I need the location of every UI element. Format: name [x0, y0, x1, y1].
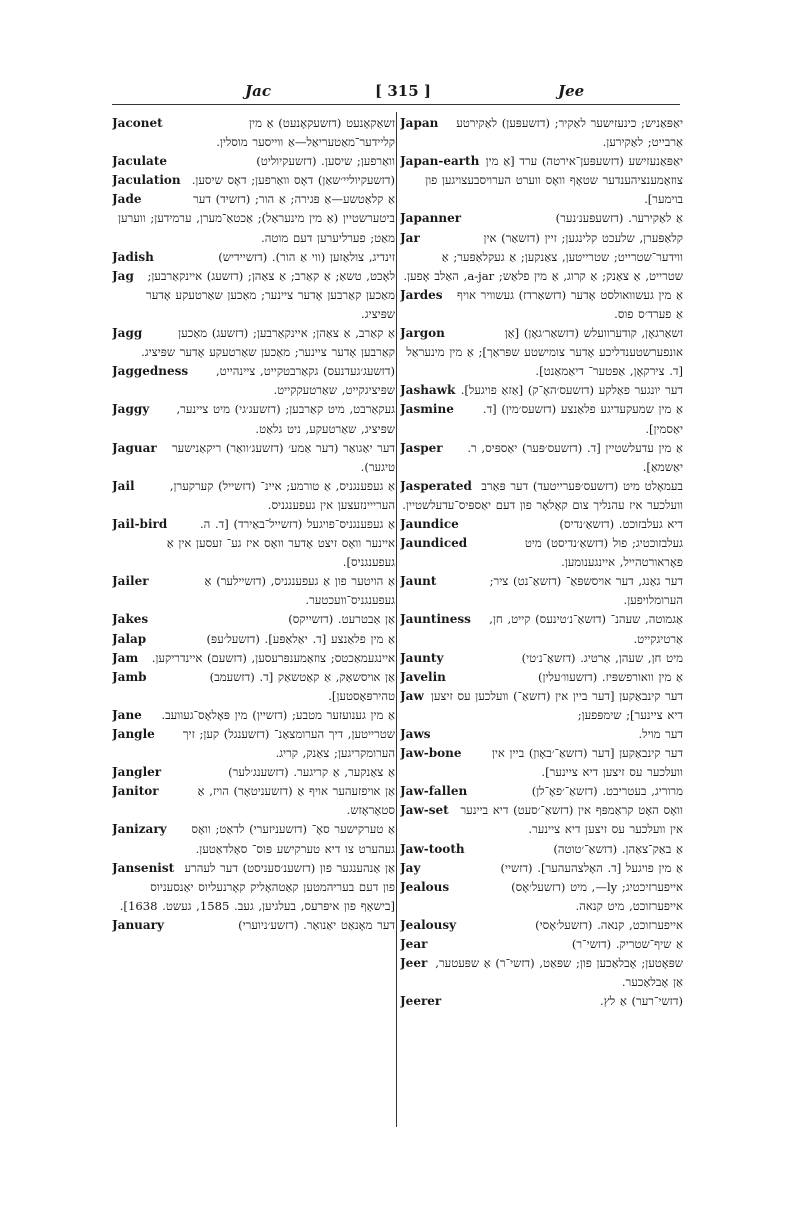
entry-definition: אַ טערקישער סאָ־ (דזשעניזערי) לדאַט; וואָס געהערט צו דיא טערקישע פּוס־ סאָלדאַטען.: [191, 822, 395, 856]
entry-definition: בעמאָלט מיט (דזשעס׳פּערייטעד) דער פּאַרב וועלכער איז עהנליך צום קאָלאָר פון דעם יאַספּיס־עדעלשטיין.: [402, 478, 683, 512]
dictionary-entry: [112, 171, 395, 190]
entry-headword: Jangle: [112, 727, 155, 741]
dictionary-entry: [400, 610, 683, 648]
dictionary-entry: [400, 324, 683, 381]
dictionary-entry: [400, 381, 683, 400]
entry-headword: Jaculate: [112, 154, 167, 169]
entry-definition: אַ מין שמעקעדיגע פלאַנצע (דזשעס׳מין) [ד. יאַסמין].: [482, 402, 683, 436]
entry-definition: אַ צאַנקער, אַ קריגער. (דזשענג׳לער): [228, 765, 395, 780]
dictionary-entry: [112, 439, 395, 477]
dictionary-entry: [400, 152, 683, 209]
entry-headword: Jane: [112, 707, 142, 722]
entry-headword: Japan-earth: [400, 154, 480, 169]
entry-headword: Janizary: [112, 822, 167, 837]
dictionary-entry: [112, 763, 395, 782]
entry-headword: Jam: [112, 650, 139, 665]
entry-headword: Jaw-set: [400, 803, 449, 818]
entry-headword: Jaundiced: [400, 536, 468, 551]
entry-headword: Jalap: [112, 631, 147, 646]
entry-definition: אַן אויסשאַק, אַ קאַטשאַק [ד. (דזשעמב) טהירפּאָסטען].: [209, 669, 395, 703]
page-header: [110, 82, 670, 104]
dictionary-entry: [400, 725, 683, 744]
header-rule: [112, 104, 680, 105]
dictionary-entry: [400, 477, 683, 515]
entry-headword: Jail-bird: [112, 516, 168, 531]
entry-definition: דער מויל.: [638, 727, 683, 741]
entry-definition: וואַרפען; שיסען. (דזשעקיוליט): [256, 154, 395, 169]
dictionary-entry: [400, 286, 683, 324]
dictionary-entry: [112, 362, 395, 400]
entry-headword: Jadish: [112, 249, 154, 264]
dictionary-entry: [400, 209, 683, 228]
dictionary-entry: [112, 152, 395, 171]
entry-definition: יאַפּאַניש; כינעזישער לאַקיר; (דזשעפּען) לאַקירטע אַרבייט; לאַקירען.: [456, 116, 683, 150]
entry-definition: שטרייטען, דיך הערומצאַנ־ (דזשענגל) קען; זיך הערומקריגען; צאַנק, קריג.: [182, 727, 395, 761]
entry-definition: (דזשעקיוליי׳שאַן) דאָס וואַרפען; דאָס שיסען.: [191, 173, 395, 188]
entry-definition: געלבזוכטיג; פול (דזשאַ׳נדיסט) מיט פאָראורטהייל, איינגענומען.: [524, 536, 683, 570]
entry-headword: Jail: [112, 478, 135, 493]
page-number: [ 315 ]: [375, 82, 431, 100]
dictionary-entry: [400, 649, 683, 668]
entry-headword: Jag: [112, 268, 134, 283]
entry-definition: אַ מין פויגעל [ד. האָלצהעהער]. (דזשיי): [500, 860, 683, 875]
entry-definition: אַ קאַרב, אַ צאַהן; איינקאַרבען; (דזשעג) מאַכען קאַרבען אָדער ציינער; מאַכען שאַרטעקע אָדער שפּיציג.: [141, 326, 395, 360]
entry-headword: Jaggy: [112, 402, 150, 417]
entry-headword: Jaw-tooth: [400, 841, 465, 856]
entry-headword: Jade: [112, 192, 142, 207]
entry-definition: דער קינבאַקען [דער (דזשאַ־׳באָון) ביין אין וועלכער עס זיצען דיא ציינער].: [491, 746, 683, 780]
entry-headword: Jaguar: [112, 440, 157, 455]
entry-headword: Jaculation: [112, 173, 181, 188]
entry-headword: Jaw: [400, 688, 424, 703]
entry-definition: אַ באַק־צאַהן. (דזשאַ־׳טוטה): [553, 841, 683, 856]
entry-definition: (דזשי־רער) אַ לץ.: [600, 994, 683, 1009]
dictionary-entry: [112, 477, 395, 515]
entry-headword: Japanner: [400, 211, 462, 226]
dictionary-entry: [400, 840, 683, 859]
entry-definition: מרוריג, בעטריבט. (דזשאַ־׳פאָ־לן): [531, 784, 683, 799]
entry-headword: Jauntiness: [400, 612, 471, 627]
dictionary-entry: [400, 229, 683, 286]
dictionary-entry: [112, 114, 395, 152]
entry-headword: Jealousy: [400, 917, 457, 932]
entry-headword: Jay: [400, 860, 421, 875]
dictionary-entry: [400, 439, 683, 477]
entry-headword: Jagg: [112, 326, 143, 341]
entry-definition: איינגעמאַכטס; צוזאַמענפּרעסען, (דזשעם) איינדריקען.: [151, 650, 395, 665]
dictionary-entry: [112, 916, 395, 935]
entry-headword: January: [112, 917, 164, 932]
entry-definition: דער יונגער פאַלקע (דזשעס׳האָ־ק) [אַזאַ פויגעל].: [460, 383, 683, 398]
entry-definition: זשאַרגאָן, קודערוועלש (דזשאַר׳גאָן) [אַן אונפערשטענדליכע אָדער צומישטע שפּראַך]; אַ מין מינעראַל [ד. צירקאָן, אַפּטער־ דיאַמאַנט].: [406, 326, 683, 379]
entry-headword: Jardes: [400, 287, 443, 302]
left-column: [112, 114, 395, 1134]
dictionary-entry: [400, 916, 683, 935]
dictionary-entry: [112, 190, 395, 247]
entry-definition: אַ מין וואורפשפּיז. (דזשעוו׳עלין): [538, 669, 683, 684]
entry-definition: אייפערזוכט, קנאה. (דזשעל׳אָסי): [535, 917, 683, 932]
dictionary-entry: [400, 400, 683, 438]
entry-definition: אייפערזיכטיג; ly—, מיט (דזשעל׳אָס) אייפערזוכט, מיט קנאה.: [511, 879, 683, 913]
entry-headword: Jakes: [112, 612, 149, 627]
dictionary-entry: [112, 267, 395, 324]
entry-definition: אַגמוטה, שעהנ־ (דזשאַ־נ׳טינעס) קייט, חן, אַרטיגקייט.: [489, 612, 683, 646]
entry-headword: Jaggedness: [112, 364, 189, 379]
entry-headword: Jargon: [400, 326, 445, 341]
entry-definition: דער קינבאַקען [דער ביין אין (דזשאַ־) וועלכען עס זיצען דיא ציינער]; שימפּפען;: [430, 688, 683, 722]
dictionary-entry: [400, 668, 683, 687]
dictionary-entry: [400, 878, 683, 916]
entry-definition: וואָס האָט קראַמפּף אין (דזשאַ־׳סעט) דיא ביינער אין וועלכער עס זיצען דיא ציינער.: [460, 803, 683, 837]
entry-headword: Jaunty: [400, 650, 444, 665]
entry-headword: Jangler: [112, 765, 162, 780]
right-column: [400, 114, 683, 1134]
entry-definition: אַ געפענגניס, אַ טורמע; איינ־ (דזשייל) קערקערן, הערייינזעצען אין געפענגניס.: [169, 478, 395, 512]
entry-headword: Jar: [400, 230, 420, 245]
entry-headword: Janitor: [112, 784, 159, 799]
entry-definition: אַ קלאַטשע—אַ פּגירה; אַ הור; (דזשיד) דער ביטערשטיין (אַ מין מינעראַל); אַכטאַ־מערן, ערמידען; ווערען מאַט; פערליערען דעם מוטה.: [117, 192, 395, 245]
entry-definition: אַן אויפזעהער אויף אַ (דזשעניטאָר) הויז, אַ סטאָראָזש.: [197, 784, 395, 818]
dictionary-entry: [112, 572, 395, 610]
entry-headword: Jeerer: [400, 994, 442, 1009]
entry-headword: Jaw-bone: [400, 746, 462, 761]
entry-definition: זינדיג, צולאַזען (ווי אַ הור). (דזשיידיש): [218, 249, 395, 264]
entry-headword: Jashawk: [400, 383, 456, 398]
entry-definition: אַן אַבטרעט. (דזשייקס): [288, 612, 395, 627]
entry-headword: Jasmine: [400, 402, 454, 417]
dictionary-entry: [112, 706, 395, 725]
entry-definition: (דזשעג׳געדנעס) גקאַרבטקייט, ציינהייט, שפּיציגקייט, שאַרטעקקייט.: [216, 364, 395, 398]
entry-definition: אַ מין געשוואולסט אָדער (דזשאַרדז) געשוויר אויף אַ פערד׳ס פוס.: [457, 287, 683, 321]
entry-headword: Jaws: [400, 727, 431, 741]
entry-headword: Javelin: [400, 669, 446, 684]
entry-headword: Jaundice: [400, 516, 459, 531]
entry-headword: Jasperated: [400, 478, 472, 493]
entry-definition: אַ שיף־שטריק. (דזשי־ר): [571, 937, 683, 952]
dictionary-entry: [400, 782, 683, 801]
dictionary-entry: [400, 572, 683, 610]
dictionary-entry: [400, 515, 683, 534]
dictionary-entry: [112, 820, 395, 858]
entry-headword: Jailer: [112, 574, 149, 589]
entry-definition: אַ געפענגניס־פויגעל (דזשייל־באַירד) [ד. ה. איינער וואָס זיצט אָדער וואָס איז גע־ זעסען אין אַ געפענגניס].: [166, 516, 395, 570]
entry-definition: שפּאָטען; אָבלאַכען פון; שפּאַט, (דזשי־ר) אַ שפּעטער, אַן אָבלאַכער.: [435, 956, 683, 990]
entry-definition: אַ מין גענועזער מטבע; (דזשיין) מין פּאָלאָס־געוועב.: [161, 707, 395, 722]
entry-definition: אַ מין עדעלשטיין [ד. (דזשעס׳פּער) יאַספּיס, ר. יאַשמאַ].: [467, 440, 683, 474]
entry-headword: Jasper: [400, 440, 443, 455]
dictionary-entry: [112, 649, 395, 668]
entry-definition: אַ הויטער פון אַ געפענגניס, (דזשיילער) אַ געפענגניס־וועכטער.: [204, 574, 395, 608]
entry-headword: Jaunt: [400, 574, 437, 589]
dictionary-entry: [112, 515, 395, 572]
entry-headword: Jear: [400, 937, 428, 952]
column-divider: [396, 112, 397, 1127]
entry-definition: געקאַרבט, מיט קאַרבען; (דזשעג׳גי) מיט ציינער, שפּיציג, שאַרטעקע, ניט גלאַט.: [176, 402, 395, 436]
entry-definition: קלאַפּערן, שלעכט קלינגען; זיין (דזשאַר) אין ווידער־שטרייט; שטרייטען, צאַנקען; אַ געקלאַפּער; אַ שטרייט, אַ צאַנק; אַ קרוג, אַ מין פלאַש; a-jar, האַלב אָפען.: [403, 230, 683, 283]
entry-definition: יאַפּאַנעזישע (דזשעפּען־אירטה) ערד [אַ מין צוזאַמענציהענדער שטאָף וואָס ווערט הערויסבעצויגען פון בוימער].: [425, 154, 683, 207]
entry-definition: דער מאָנאַט יאַנואַר. (דזשע׳ניוערי): [238, 917, 395, 932]
dictionary-entry: [112, 859, 395, 916]
header-right-guide-word: Jee: [558, 82, 585, 100]
entry-definition: דיא געלבזוכט. (דזשאַ׳נדיס): [559, 516, 683, 531]
dictionary-entry: [400, 744, 683, 782]
entry-definition: אַ מין פלאַנצע [ד. יאַלאַפּע]. (דזשעל׳עפּ): [206, 631, 395, 646]
dictionary-entry: [112, 725, 395, 763]
dictionary-entry: [400, 534, 683, 572]
entry-headword: Jeer: [400, 956, 428, 971]
entry-headword: Jealous: [400, 879, 450, 894]
dictionary-entry: [400, 992, 683, 1011]
entry-headword: Jaw-fallen: [400, 784, 468, 799]
dictionary-entry: [400, 801, 683, 839]
dictionary-entry: [400, 954, 683, 992]
entry-definition: אַן אַנהענגער פון (דזשענ׳סעניסט) דער לעהרע פון דעם בעריהמטען קאַטהאָליק קאָרנעליוס יאַנסעניוס [בישאָף פון איפּרעס, בעלגיען, געב. 1585, געשט. 1638].: [119, 860, 395, 913]
dictionary-entry: [112, 324, 395, 362]
entry-headword: Jaconet: [112, 116, 163, 130]
dictionary-entry: [112, 630, 395, 649]
dictionary-entry: [400, 859, 683, 878]
dictionary-entry: [112, 248, 395, 267]
entry-definition: דער יאַגואַר (דער אַמע׳ (דזשעג׳וואַר) ריקאַנישער טיגער).: [171, 440, 395, 474]
dictionary-entry: [112, 400, 395, 438]
entry-headword: Japan: [400, 116, 439, 130]
entry-definition: אַ לאַקירער. (דזשעפּענ׳נער): [555, 211, 683, 226]
dictionary-entry: [400, 114, 683, 152]
entry-definition: מיט חן, שעהן, אַרטיג. (דזשאַ־נ׳טי): [521, 650, 683, 665]
entry-definition: לאָכט, טשאַ; אַ קאַרב; אַ צאַהן; (דזשעג) איינקאַרבען; מאַכען קאַרבען אָדער ציינער; מאַכען שאַרטעקע אָדער שפּיציג.: [146, 268, 395, 321]
dictionary-entry: [112, 668, 395, 706]
dictionary-entry: [112, 610, 395, 629]
entry-headword: Jamb: [112, 669, 147, 684]
entry-definition: דער גאַנג, דער אויסשפּאַ־ (דזשאַ־נט) ציר; הערומלויפען.: [489, 574, 683, 608]
dictionary-entry: [400, 935, 683, 954]
header-left-guide-word: Jac: [245, 82, 271, 100]
entry-definition: זשאַקאָנעט (דזשעקאָנעט) אַ מין קליידער־מאַטעריאַל—אַ ווייסער מוסלין.: [216, 116, 395, 150]
dictionary-entry: [400, 687, 683, 725]
entry-headword: Jansenist: [112, 860, 175, 875]
dictionary-entry: [112, 782, 395, 820]
